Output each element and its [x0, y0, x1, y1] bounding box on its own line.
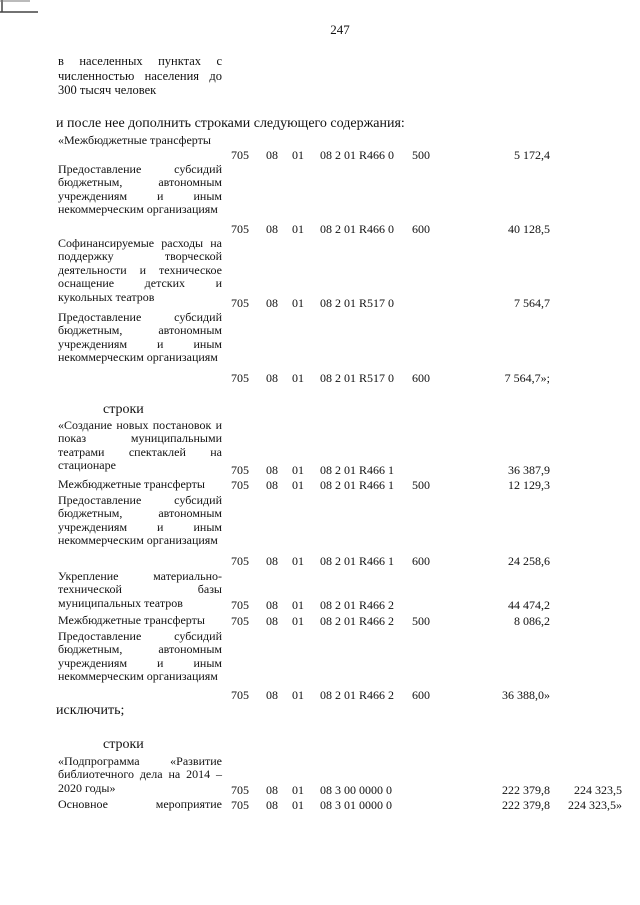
- cell-ved: 705: [231, 222, 249, 236]
- add-rows-instruction: и после нее дополнить строками следующего содержания:: [56, 116, 405, 131]
- cell-ved: 705: [231, 614, 249, 628]
- b1-r2-label: Софинансируемые расходы на поддержку творческой деятельности и техническое оснащение детских и кукольных театров: [58, 236, 222, 304]
- cell-rz: 08: [266, 148, 278, 162]
- cell-sum2: 224 323,5: [574, 783, 622, 797]
- cell-sum1: 5 172,4: [514, 148, 550, 162]
- table-row: [0, 554, 640, 568]
- cell-sum1: 222 379,8: [502, 798, 550, 812]
- cell-sum1: 40 128,5: [508, 222, 550, 236]
- cell-rz: 08: [266, 371, 278, 385]
- cell-vr: 600: [412, 554, 430, 568]
- cell-rz: 08: [266, 798, 278, 812]
- cell-sum1: 44 474,2: [508, 598, 550, 612]
- table-row: [0, 798, 640, 812]
- table-row: [0, 614, 640, 628]
- cell-sum1: 36 388,0»: [502, 688, 550, 702]
- cell-vr: 500: [412, 478, 430, 492]
- table-row: [0, 148, 640, 162]
- cell-sum1: 12 129,3: [508, 478, 550, 492]
- b1-r0-label: «Межбюджетные трансферты: [58, 133, 211, 147]
- b2-r3-label: Укрепление материально-технической базы муниципальных театров: [58, 569, 222, 610]
- table-row: [0, 222, 640, 236]
- cell-csr: 08 2 01 R466 1: [320, 478, 395, 492]
- cell-sum1: 222 379,8: [502, 783, 550, 797]
- cell-csr: 08 2 01 R517 0: [320, 371, 395, 385]
- cell-vr: 600: [412, 371, 430, 385]
- page-number: 247: [330, 22, 350, 37]
- cell-pr: 01: [292, 222, 304, 236]
- b1-r1-label: Предоставление субсидий бюджетным, автономным учреждениям и иным некоммерческим организациям: [58, 162, 222, 217]
- scan-corner-mark: [0, 0, 40, 14]
- cell-ved: 705: [231, 296, 249, 310]
- cell-pr: 01: [292, 688, 304, 702]
- table-row: [0, 296, 640, 310]
- table-row: [0, 478, 640, 492]
- intro-text: в населенных пунктах с численностью населения до 300 тысяч человек: [58, 54, 222, 98]
- cell-rz: 08: [266, 614, 278, 628]
- cell-rz: 08: [266, 783, 278, 797]
- b1-r3-label: Предоставление субсидий бюджетным, автономным учреждениям и иным некоммерческим организациям: [58, 310, 222, 365]
- cell-rz: 08: [266, 222, 278, 236]
- table-row: [0, 371, 640, 385]
- b3-r0-label: «Подпрограмма «Развитие библиотечного дела на 2014 – 2020 годы»: [58, 754, 222, 795]
- cell-pr: 01: [292, 554, 304, 568]
- b3-r1-label: Основное мероприятие: [58, 797, 222, 811]
- cell-ved: 705: [231, 371, 249, 385]
- cell-ved: 705: [231, 148, 249, 162]
- cell-pr: 01: [292, 478, 304, 492]
- cell-csr: 08 3 01 0000 0: [320, 798, 392, 812]
- cell-ved: 705: [231, 554, 249, 568]
- cell-vr: 600: [412, 688, 430, 702]
- cell-vr: 500: [412, 148, 430, 162]
- b2-r1-label: Межбюджетные трансферты: [58, 477, 205, 491]
- b2-r2-label: Предоставление субсидий бюджетным, автономным учреждениям и иным некоммерческим организациям: [58, 493, 222, 548]
- cell-rz: 08: [266, 296, 278, 310]
- cell-ved: 705: [231, 688, 249, 702]
- table-row: [0, 688, 640, 702]
- cell-ved: 705: [231, 783, 249, 797]
- cell-sum1: 24 258,6: [508, 554, 550, 568]
- cell-sum1: 36 387,9: [508, 463, 550, 477]
- cell-ved: 705: [231, 478, 249, 492]
- exclude-instruction: исключить;: [56, 703, 125, 718]
- cell-pr: 01: [292, 371, 304, 385]
- cell-pr: 01: [292, 798, 304, 812]
- cell-pr: 01: [292, 783, 304, 797]
- rows-heading-1: строки: [103, 402, 144, 417]
- cell-csr: 08 3 00 0000 0: [320, 783, 392, 797]
- cell-csr: 08 2 01 R466 1: [320, 554, 395, 568]
- cell-rz: 08: [266, 478, 278, 492]
- cell-sum1: 7 564,7: [514, 296, 550, 310]
- cell-pr: 01: [292, 296, 304, 310]
- cell-csr: 08 2 01 R517 0: [320, 296, 395, 310]
- cell-rz: 08: [266, 554, 278, 568]
- cell-csr: 08 2 01 R466 2: [320, 688, 395, 702]
- b2-r4-label: Межбюджетные трансферты: [58, 613, 205, 627]
- rows-heading-2: строки: [103, 737, 144, 752]
- cell-csr: 08 2 01 R466 2: [320, 598, 395, 612]
- cell-pr: 01: [292, 614, 304, 628]
- cell-csr: 08 2 01 R466 0: [320, 222, 395, 236]
- table-row: [0, 463, 640, 477]
- cell-rz: 08: [266, 598, 278, 612]
- table-row: [0, 783, 640, 797]
- cell-pr: 01: [292, 598, 304, 612]
- cell-pr: 01: [292, 148, 304, 162]
- cell-sum2: 224 323,5»: [568, 798, 622, 812]
- cell-csr: 08 2 01 R466 0: [320, 148, 395, 162]
- b2-r0-label: «Создание новых постановок и показ муниципальными театрами спектаклей на стационаре: [58, 418, 222, 473]
- cell-ved: 705: [231, 463, 249, 477]
- cell-ved: 705: [231, 798, 249, 812]
- table-row: [0, 598, 640, 612]
- b2-r5-label: Предоставление субсидий бюджетным, автономным учреждениям и иным некоммерческим организациям: [58, 629, 222, 684]
- cell-sum1: 7 564,7»;: [504, 371, 550, 385]
- cell-pr: 01: [292, 463, 304, 477]
- cell-vr: 500: [412, 614, 430, 628]
- cell-csr: 08 2 01 R466 2: [320, 614, 395, 628]
- cell-vr: 600: [412, 222, 430, 236]
- cell-sum1: 8 086,2: [514, 614, 550, 628]
- cell-ved: 705: [231, 598, 249, 612]
- cell-csr: 08 2 01 R466 1: [320, 463, 395, 477]
- cell-rz: 08: [266, 688, 278, 702]
- cell-rz: 08: [266, 463, 278, 477]
